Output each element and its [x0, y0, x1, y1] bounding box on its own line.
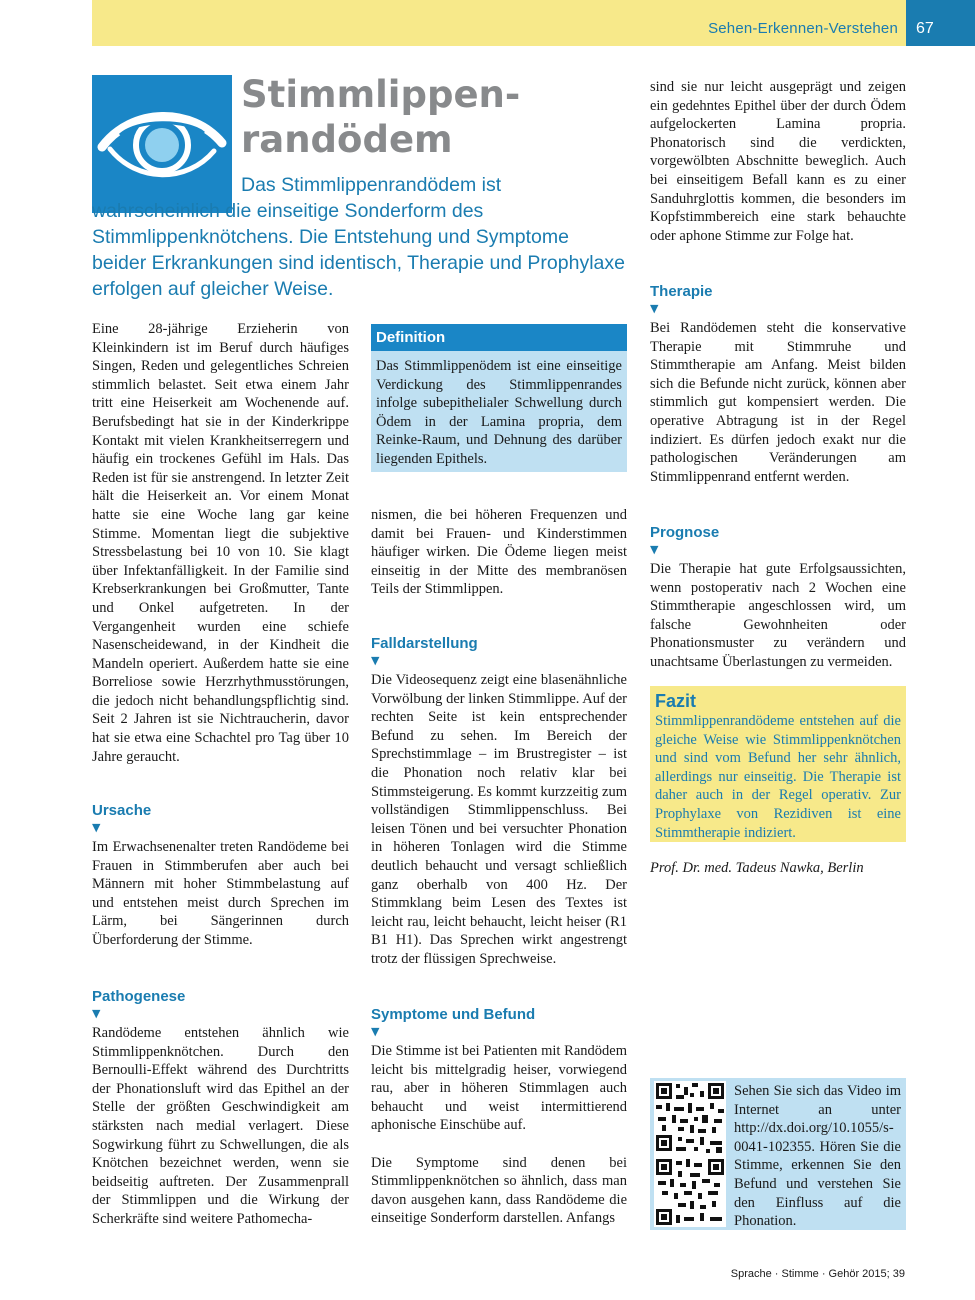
triangle-icon: ▼ [371, 1025, 380, 1038]
symptome-continued: sind sie nur leicht ausgeprägt und zeigen ein gedehntes Epithel über der durch Ödem aufgelockerten Lamina propria. Phonatorisch sind die verdickten, vorgewölbten Abschnitte beweglich. Auch bei einseitigem Befall kann es zu einer Sanduhrglottis kommen, die besonders im Kopfstimmbereich eine stark behauchte oder aphone Stimme zur Folge hat. [650, 79, 906, 244]
fazit-text: Stimmlippenrandödeme entstehen auf die gleiche Weise wie Stimmlippenknötchen und sind vom Befund her sehr ähnlich, allerdings nur einseitig. Die Therapie ist daher auch in der Regel operativ. Zur Prophylaxe von Rezidiven ist eine Stimmtherapie indiziert. [655, 713, 901, 841]
column-1 [92, 320, 349, 766]
triangle-icon: ▼ [650, 543, 659, 556]
definition-text: Das Stimmlippenödem ist eine einseitige Verdickung des Stimmlippenrandes infolge subepithelialer Schwellung durch Ödem in der Lamina propria, dem Reinke-Raum, und Dehnung des darüber liegenden Epithels. [376, 358, 622, 467]
triangle-icon: ▼ [371, 654, 380, 667]
author: Prof. Dr. med. Tadeus Nawka, Berlin [650, 860, 864, 876]
heading-therapie: Therapie [650, 283, 713, 300]
article-title: Stimmlippen- randödem [241, 73, 521, 161]
fazit-box [650, 686, 906, 842]
video-note: Sehen Sie sich das Video im Internet an unter http://dx.doi.org/10.1055/s-0041-102355. Hören Sie die Stimme, erkennen Sie den Befund und verstehen Sie den Einfluss auf die Phonation. [734, 1083, 901, 1230]
section-ursache: Ursache ▼ Im Erwachsenenalter treten Randödeme bei Frauen in Stimmberufen aber auch bei Männern mit hoher Stimmbelastung auf und entstehen meist durch Sprechen im Lärm, bei Sängerinnen durch Überforderung der Stimme. [92, 802, 349, 948]
heading-pathogenese: Pathogenese [92, 988, 186, 1005]
pathogenese-continued: nismen, die bei höheren Frequenzen und damit bei Frauen- und Kinderstimmen häufiger wirken. Die Ödeme liegen meist einseitig in der Mitte des membranösen Teils der Stimmlippen. [371, 507, 627, 598]
section-falldarstellung: Falldarstellung ▼ Die Videosequenz zeigt eine blasenähnliche Vorwölbung der linken Stimmlippe. Auf der rechten Seite ist kein entsprechender Befund zu sehen. Im Bereich der Sprechstimmlage – im Brustregister – ist die Phonation noch relativ klar bei Stimmsteigerung. Es kommt kurzzeitig zum vollständigen Stimmlippenschluss. Bei leisen Tönen und bei versuchter Phonation in höheren Tonlagen wird die Stimme deutlich behaucht und versagt schließlich ganz oberhalb von 400 Hz. Der Stimmklang beim Lesen des Textes ist leicht rau, leicht behaucht, leicht heiser (R1 B1 H1). Das Sprechen wirkt angestrengt trotz der flüssigen Sprechweise. [371, 635, 627, 967]
heading-symptome: Symptome und Befund [371, 1006, 536, 1023]
definition-heading: Definition [371, 324, 627, 351]
section-therapie: Therapie ▼ Bei Randödemen steht die konservative Therapie mit Stimmruhe und Stimmtherapie am Anfang. Meist bilden sich die Befunde nicht zurück, können aber stimmlich gut kompensiert werden. Die operative Abtragung ist in der Regel indiziert. Es dürfen jedoch exakt nur die pathologischen Veränderungen am Stimmlippenrand entfernt werden. [650, 283, 906, 485]
heading-prognose: Prognose [650, 524, 720, 541]
section-pathogenese: Pathogenese ▼ Randödeme entstehen ähnlich wie Stimmlippenknötchen. Durch den Bernoulli-Effekt während des Durchtritts der Phonationsluft wird das Epithel an der Stelle der größten Geschwindigkeit am stärksten nach medial verlagert. Diese Sogwirkung führt zu Schwellungen, die als Knötchen bezeichnet werden, wenn sie beidseitig auftreten. Der Zusammenprall der Stimmlippen und die Wirkung der Scherkräfte sind weitere Pathomecha- [92, 988, 349, 1227]
section-prognose: Prognose ▼ Die Therapie hat gute Erfolgsaussichten, wenn postoperativ nach 2 Wochen eine Stimmtherapie angeschlossen wird, um falsche Gewohnheiten oder Phonationsmuster zu verändern und unachtsame Überlastungen zu vermeiden. [650, 524, 906, 670]
qr-code-icon[interactable] [654, 1081, 726, 1227]
video-box [650, 1078, 906, 1230]
article-lead: Das Stimmlippenrandödem ist wahrscheinlich die einseitige Sonderform des Stimmlippenknötchens. Die Entstehung und Symptome beider Erkrankungen sind identisch, Therapie und Prophylaxe erfolgen auf gleicher Weise. [92, 174, 625, 300]
header-band [92, 0, 906, 46]
triangle-icon: ▼ [92, 1007, 101, 1020]
definition-box [371, 324, 627, 472]
triangle-icon: ▼ [92, 821, 101, 834]
heading-ursache: Ursache [92, 802, 152, 819]
fazit-heading: Fazit [655, 691, 697, 711]
case-intro: Eine 28-jährige Erzieherin von Kleinkindern ist im Beruf durch häufiges Singen, Reden und gelegentliches Schreien stimmlich belastet. Seit etwa einem Jahr tritt eine Heiserkeit am Wochenende auf. Berufsbedingt hat sie in der Kinderkrippe Kontakt mit vielen Krankheitserregern und häufig ein trockenes Gefühl im Hals. Das Reden ist für sie anstrengend. In letzter Zeit hält die Heiserkeit an. Vor einem Monat hatte sie eine Woche lang gar keine Stimme. Momentan liegt die subjektive Stressbelastung bei 10 von 10. Sie klagt über Infektanfälligkeit. In der Familie sind Krebserkrankungen bei Großmutter, Tante und Onkel aufgetreten. In der Vergangenheit wurden eine schiefe Nasenscheidewand, in der Kindheit die Mandeln operiert. Außerdem hatte sie eine Borreliose sowie Herzrhythmusstörungen, die jedoch nicht behandlungspflichtig sind. Seit 2 Jahren ist sie Nichtraucherin, davor hat sie etwa eine Schachtel pro Tag über 10 Jahre geraucht. [92, 321, 349, 765]
triangle-icon: ▼ [650, 302, 659, 315]
section-symptome: Symptome und Befund ▼ Die Stimme ist bei Patienten mit Randödem leicht bis mittelgradig heiser, vorwiegend rau, aber in höheren Stimmlagen auch behaucht und weist intermittierend aphonische Einschübe auf. Die Symptome sind denen bei Stimmlippenknötchen so ähnlich, dass man davon ausgehen kann, dass Randödeme die einseitige Sonderform darstellen. Anfangs [371, 1006, 627, 1227]
section-label: Sehen-Erkennen-Verstehen [708, 20, 898, 37]
heading-falldarstellung: Falldarstellung [371, 635, 478, 652]
footer-citation: Sprache · Stimme · Gehör 2015; 39 [730, 1268, 905, 1280]
page-number: 67 [906, 0, 975, 46]
